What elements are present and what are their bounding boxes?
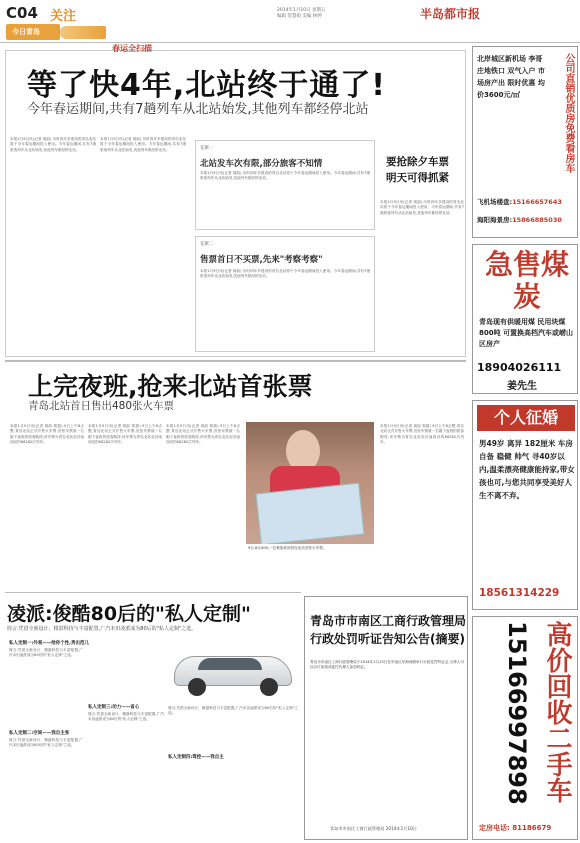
ad-coal-text: 青岛现有供暖用煤 民用块煤800吨 可置换高档汽车或崂山区房产 — [479, 318, 574, 348]
ad-marriage-title: 个人征婚 — [477, 405, 575, 431]
article2-body-col2: 本报1月9日讯(记者 周韵 郭瑞) 9日上午8点整,青岛北站正式开售火车票,首张车票被一名刚下夜班的旅客购得,该车票为青岛北站至济南西站的K8282次列车。 — [88, 424, 162, 445]
article2-body-col3: 本报1月9日讯(记者 周韵 郭瑞) 9日上午8点整,青岛北站正式开售火车票,首张车票被一名刚下夜班的旅客购得,该车票为青岛北站至济南西站的K8282次列车。 — [166, 424, 240, 445]
brand-logo: 半岛都市报 — [420, 7, 481, 21]
car-wheel-front — [188, 678, 206, 696]
ad-usedcar — [472, 616, 578, 840]
sidebar2-body: 本报1月9日讯(记者 周韵) 历时四年多建设的青岛北站将于今年春运期间投入使用。今年春运期间,共有7趟旅客列车从北站始发,其他列车都经停北站。 — [200, 269, 370, 279]
sidebar1-tag: 花絮一 — [200, 146, 214, 151]
right-article-title: 要抢除夕车票 明天可得抓紧 — [386, 156, 449, 184]
ad-marriage-text: 男49岁 离异 182厘米 车房自备 稳健 帅气 寻40岁以内,温柔漂亮健康能持家,带女孩也可,与您共同享受美好人生不离不弃。 — [479, 439, 575, 500]
header-divider — [0, 42, 580, 43]
article2-title: 上完夜班,抢来北站首张票 — [28, 372, 313, 401]
section-title: 关注 — [50, 9, 77, 24]
ticket-photo — [246, 422, 374, 544]
article3-body-b: 简言:凭借全新设计、精湛科技与丰富配置,广汽本田凌派成为80后的"私人定制"之选。 — [9, 738, 83, 748]
sidebar2 — [195, 236, 375, 352]
train-graphic — [60, 26, 106, 39]
article1-body-col1: 本报1月9日讯(记者 周韵) 历时四年多建设的青岛北站将于今年春运期间投入使用。今年春运期间,共有7趟旅客列车从北站始发,其他列车都经停北站。 — [10, 137, 96, 152]
ad-property-text: 北岸城区新机场 李哥庄地铁口 双气入户 市场房产出 限时优惠 均价3600元/㎡ — [477, 55, 545, 99]
article3-h-c: 私人定制三:动力——省心 — [88, 705, 140, 710]
car-wheel-rear — [260, 678, 278, 696]
train-banner — [6, 24, 60, 40]
article2-body-col1: 本报1月9日讯(记者 周韵 郭瑞) 9日上午8点整,青岛北站正式开售火车票,首张车票被一名刚下夜班的旅客购得,该车票为青岛北站至济南西站的K8282次列车。 — [10, 424, 84, 445]
article3-body-c: 简言:凭借全新设计、精湛科技与丰富配置,广汽本田凌派成为80后的"私人定制"之选。 — [88, 712, 164, 722]
article3-h-d: 私人定制四:驾控——我自主 — [168, 755, 224, 760]
sidebar1 — [195, 140, 375, 230]
sidebar2-title: 售票首日不买票,先来"考察考察" — [200, 255, 323, 265]
notice-body: 青岛市市南区工商行政管理局于2014年1月13日在市南区东海西路举行行政处罚听证会,当事人可以自行参加或委托代理人参加听证。 — [310, 660, 464, 670]
ad-marriage-phone: 18561314229 — [479, 587, 560, 599]
article1-body-col2: 本报1月9日讯(记者 周韵) 历时四年多建设的青岛北站将于今年春运期间投入使用。今年春运期间,共有7趟旅客列车从北站始发,其他列车都经停北站。 — [100, 137, 186, 152]
article3-subtitle: 简言:凭借全新设计、精湛科技与丰富配置,广汽本田凌派成为80后的"私人定制"之选。 — [7, 626, 197, 632]
article2-subtitle: 青岛北站首日售出480张火车票 — [28, 400, 175, 412]
notice-title: 青岛市市南区工商行政管理局 行政处罚听证告知公告(摘要) — [310, 614, 467, 646]
issue-meta: 2014年1月10日 星期五 编辑 贺慧娟 美编 杨婷 — [277, 8, 326, 19]
ad-usedcar-title: 高价回收二手车 — [542, 621, 572, 803]
car-window — [198, 658, 262, 670]
article3-body-a: 简言:凭借全新设计、精湛科技与丰富配置,广汽本田凌派成为80后的"私人定制"之选。 — [9, 648, 83, 658]
sidebar1-body: 本报1月9日讯(记者 周韵) 历时四年多建设的青岛北站将于今年春运期间投入使用。今年春运期间,共有7趟旅客列车从北站始发,其他列车都经停北站。 — [200, 171, 370, 181]
ad-property — [472, 46, 578, 238]
kicker: 春运全扫描 — [112, 44, 152, 53]
article3-h-b: 私人定制二:空间——我自主张 — [9, 731, 70, 736]
ad-coal-phone: 18904026111 — [477, 361, 562, 374]
ticket — [256, 483, 365, 544]
sidebar1-title: 北站发车次有限,部分旅客不知情 — [200, 159, 323, 169]
ad-coal-name: 姜先生 — [507, 381, 537, 392]
ad-property-phone1: 飞机场楼盘:15166657643 — [477, 198, 562, 206]
ad-coal — [472, 244, 578, 394]
article3-body-d: 简言:凭借全新设计、精湛科技与丰富配置,广汽本田凌派成为80后的"私人定制"之选。 — [168, 706, 298, 716]
article1-subtitle: 今年春运期间,共有7趟列车从北站始发,其他列车都经停北站 — [27, 102, 369, 117]
sidebar2-tag: 花絮二 — [200, 242, 214, 247]
page-code: C04 — [6, 4, 38, 22]
notice-footer: 青岛市市南区工商行政管理局 2014年1月10日 — [330, 826, 417, 831]
ad-property-side: 公司直销优质房免费看房车 — [563, 53, 574, 173]
right-article-body: 本报1月9日讯(记者 周韵) 历时四年多建设的青岛北站将于今年春运期间投入使用。今年春运期间,共有7趟旅客列车从北站始发,其他列车都经停北站。 — [380, 200, 464, 215]
ad-coal-title: 急售煤炭 — [484, 248, 569, 313]
ad-property-phone2: 海阳海景房:15866885030 — [477, 216, 562, 224]
article3-h-a: 私人定制一:外观——给你个性,秀出范儿 — [9, 641, 90, 646]
photo-caption: 9日,8点409,一位乘客拿到青岛北站首张火车票。 — [248, 546, 327, 550]
section-sub: 今日青岛 — [12, 28, 40, 36]
ad-marriage — [472, 400, 578, 610]
article1-title: 等了快4年,北站终于通了! — [27, 68, 386, 103]
article3-title: 凌派:俊酷80后的"私人定制" — [7, 603, 251, 625]
article2-body-col4: 本报1月9日讯(记者 周韵 郭瑞) 9日上午8点整,青岛北站正式开售火车票,首张车票被一名刚下夜班的旅客购得,该车票为青岛北站至济南西站的K8282次列车。 — [380, 424, 464, 445]
ad-usedcar-phone: 15166997898 — [503, 621, 531, 805]
car-image — [168, 638, 298, 700]
ad-usedcar-footer: 定房电话: 81186679 — [479, 824, 552, 832]
